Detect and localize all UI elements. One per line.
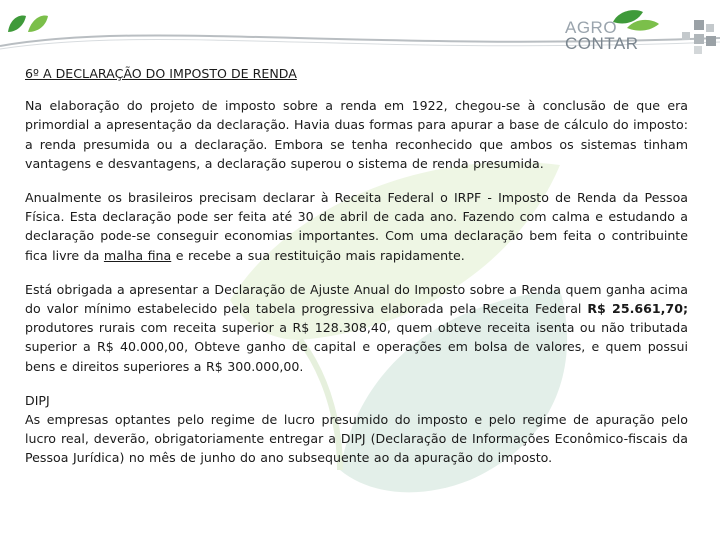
paragraph-history-text: Na elaboração do projeto de imposto sobre a renda em 1922, chegou-se à conclusão de que era primordial a apresentação da declaração. Havia duas formas para apurar a base de cálculo do imposto: a renda presumida ou a declaração. Embora se tenha reconhecido que ambos os sistemas tinham vantagens e desvantagens, a declaração superou o sistema de renda presumida. (25, 98, 688, 171)
paragraph-obligation-text-a: Está obrigada a apresentar a Declaração de Ajuste Anual do Imposto sobre a Renda quem ganha acima do valor mínimo estabelecido pela tabela progressiva elaborada pela Receita Federal (25, 281, 688, 317)
leaf-logo-icon (6, 10, 50, 36)
paragraph-irpf-text-a: Anualmente os brasileiros precisam declarar à Receita Federal o IRPF - Imposto de Renda da Pessoa Física. Esta declaração pode ser feita até 30 de abril de cada ano. Fazendo com calma e estudando a declaração pode-se conseguir economias importantes. Com uma declaração bem feita o contribuinte fica livre da (25, 190, 688, 263)
logo-contar-text: CONTAR (565, 34, 639, 53)
document-content (25, 64, 688, 483)
paragraph-obligation-text-b: produtores rurais com receita superior a R$ 128.308,40, quem obteve receita isenta ou não tributada superior a R$ 40.000,00, Obteve ganho de capital e operações em bolsa de valores, e quem possui bens e direitos superiores a R$ 300.000,00. (25, 320, 688, 374)
paragraph-history (25, 96, 688, 173)
malha-fina-link[interactable]: malha fina (103, 247, 172, 263)
paragraph-obligation (25, 280, 688, 376)
paragraph-dipj: As empresas optantes pelo regime de lucro presumido do imposto e pelo regime de apuração pelo lucro real, deverão, obrigatoriamente entregar a DIPJ (Declaração de Informações Econômico-fiscais da Pessoa Jurídica) no mês de junho do ano subsequente ao da apuração do imposto. (25, 412, 688, 466)
corner-squares-icon (680, 20, 716, 56)
dipj-heading: DIPJ (25, 392, 50, 408)
paragraph-irpf-text-b: e recebe a sua restituição mais rapidamente. (171, 247, 465, 263)
logo-agro-text: AGRO (565, 18, 618, 37)
minimum-value-bold: R$ 25.661,70; (587, 301, 688, 317)
paragraph-irpf (25, 188, 688, 265)
document-title: 6º A DECLARAÇÃO DO IMPOSTO DE RENDA (25, 66, 297, 81)
